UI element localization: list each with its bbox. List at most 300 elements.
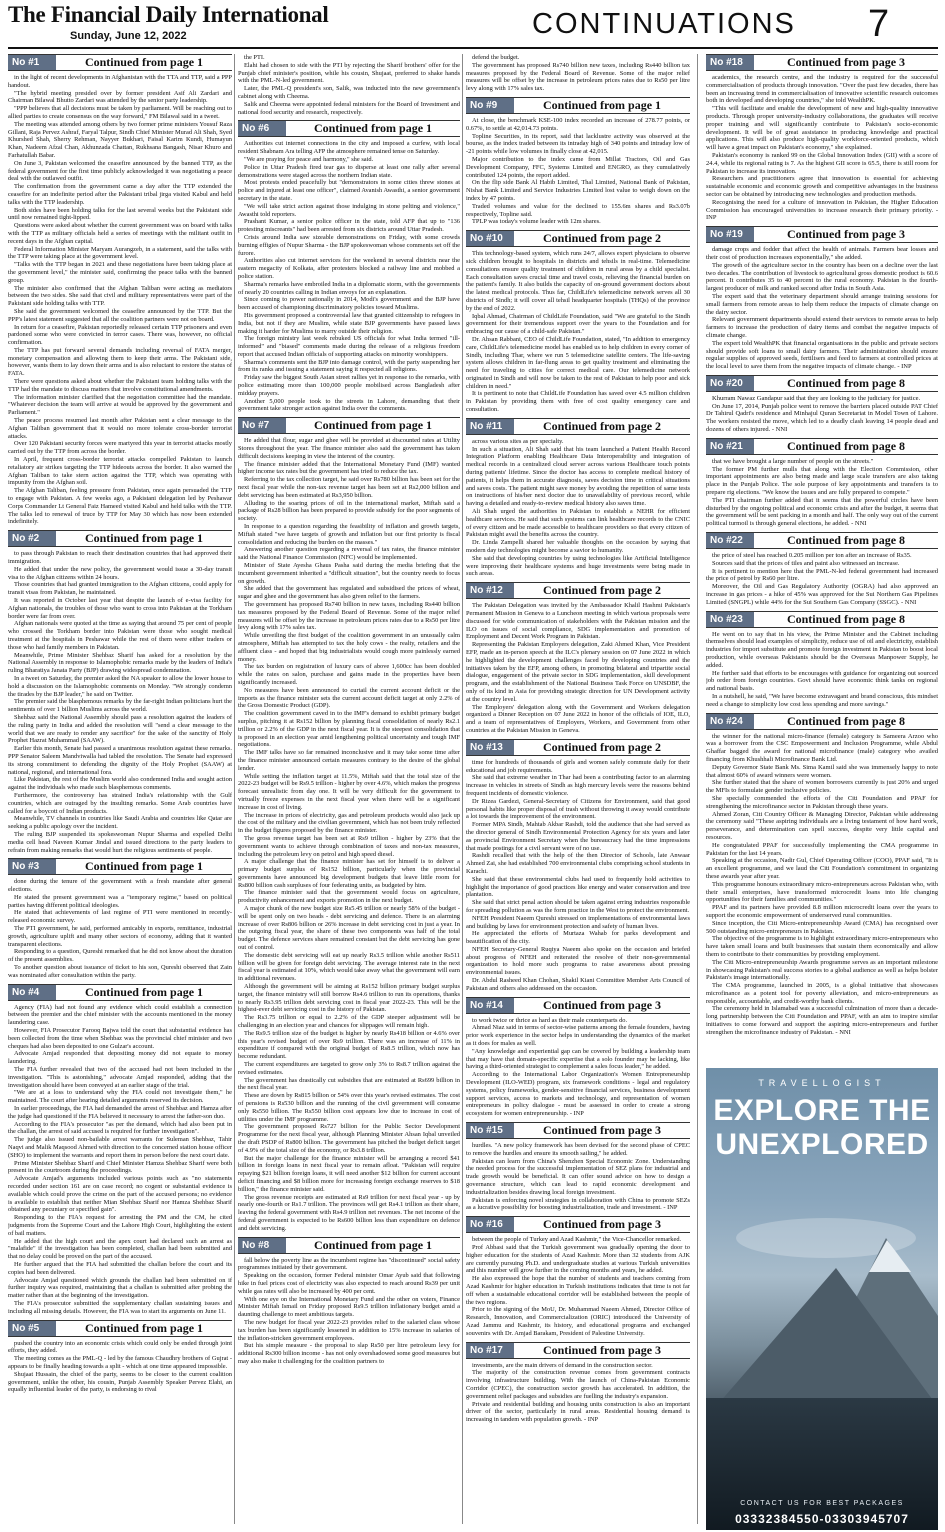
- article-paragraph: "Talks with the TTP began in 2021 and these negotiations have been taking place at the government level," the minister said, confirming the peace talks with the banned group.: [8, 261, 232, 284]
- article-paragraph: Ahmad Niaz said in terms of sector-wise patterns among the female founders, having prior work experience in the sector helps in understanding the dynamics of the market as it does for males as well.: [466, 1024, 690, 1048]
- article-paragraph: Representing the Pakistan Employers delegation, Zaki Ahmed Khan, Vice President EFP, made an in-person speech at the ILC's plenary session on 07 June 2022 in which he highlighted the development challenges faced by developing countries and the initiatives taken by the EFP, among others, in promoting bilateral and tripartite social dialogue, engagement of the private sector in SDG implementation, skill development program, and the establishment of the National Business Task Force on UNSDBF, the only of its kind in Asia for providing strategic direction for UN Development activity at the country level.: [466, 641, 690, 703]
- article-number: No #24: [706, 714, 754, 729]
- article: [8, 54, 232, 526]
- article-paragraph: Elahi had chosen to side with the PTI by rejecting the Sharif brothers' offer for the Punjab chief minister's position, while his cousin, Shujaat, preferred to shake hands with the PML-N-led government.: [238, 61, 460, 85]
- article-paragraph: TPLP was today's volume leader with 12m shares.: [472, 218, 601, 226]
- article-paragraph: Dr. Ahsan Rabbani, CEO of ChildLife Foundation, stated, "In addition to emergency care, ChildLife's telemedicine model has enabled us to help children in every corner of Sindh, including Thar, where we run 5 telemedicine satellite centers. The life-saving system allows children in far-flung areas to get quality treatment and eliminating the need for traveling to cities for correct medical care. Our telemedicine network originated in Sindh and will now be taken to the rest of Pakistan to help poor and sick children in need.": [466, 335, 690, 390]
- article-paragraph: The Afghan Taliban, feeling pressure from Pakistan, once again persuaded the TTP to engage with Pakistan. A few weeks ago, a Pakistani delegation led by Peshawar Corps Commander Lt General Faiz Hameed visited Kabul and held talks with the TTP. The talks led to renewal of truce by TTP for May 30 which has now been extended indefinitely.: [8, 487, 232, 526]
- article: [466, 582, 690, 735]
- article: [466, 739, 690, 993]
- column-4: [706, 54, 938, 1054]
- article-paragraph: The CMA programme, launched in 2005, is a global initiative that showcases microfinance as a potent tool for poverty alleviation, and micro-entrepreneurs as responsible, accountable, and credit-worthy bank clients.: [706, 982, 938, 1005]
- article-body: [8, 550, 232, 854]
- article-paragraph: investments, are the main drivers of demand in the construction sector.: [472, 1361, 653, 1369]
- article-body: [706, 552, 938, 607]
- article-body: [466, 54, 690, 93]
- article-title: Continued from page 2: [542, 418, 662, 433]
- article-number: No #16: [466, 1217, 514, 1232]
- article-header: [466, 1122, 690, 1139]
- masthead: [0, 0, 945, 50]
- column-divider: [697, 54, 698, 1524]
- article-paragraph: He appreciated the efforts of Murtaza Wahab for parks development and beautification of the city.: [466, 930, 690, 946]
- article-body: [8, 1004, 232, 1316]
- article-body: [466, 1142, 690, 1212]
- article-paragraph: Shehbaz said the National Assembly should pass a resolution against the leaders of the ruling party in India and added the resolution will "send a clear message to the world that we are ready to render any sacrifice" for the sake of the sanctity of Holy Prophet Hazrat Muhammad (SAAW).: [8, 713, 232, 745]
- article-paragraph: Speaking on the occasion, former Federal minister Omar Ayub said that following hike in fuel prices cost of electricity was also expected to reach around Rs39 per unit while gas rates will also be increased by 400 per cent.: [238, 1272, 460, 1295]
- article-paragraph: pushed the country into an economic crisis which could only be ended through joint efforts, they added.: [8, 1339, 232, 1355]
- article-paragraph: He added that flour, sugar and ghee will be provided at discounted rates at Utility Stores throughout the year. The finance minister also said the government has taken difficult decisions keeping in view the interest of the country.: [238, 437, 460, 460]
- article-header: [8, 1320, 232, 1337]
- newspaper-title: The Financial Daily International: [8, 2, 329, 27]
- ad-contact-text: CONTACT US FOR BEST PACKAGES: [740, 1500, 904, 1507]
- article-paragraph: The Pakistan Delegation was invited by the Ambassador Khalil Hashmi Pakistan's Permanent Mission in Geneva to a Luncheon meeting in which various proposals were discussed for wide communication of stakeholders with the Pakistan mission and the ILO on issues of social compliance, SDG implementation and promotion of Employment and Decent Work Program in Pakistan.: [466, 602, 690, 641]
- article-paragraph: But the major challenge for the finance minister will be arranging a record $41 billion in foreign loans in next fiscal year to remain afloat. "Pakistan will require repaying $21 billion foreign loans, it will need another $12 billion for current account deficit financing and $8 billion more for increasing foreign exchange reserves to $18 billion," the finance minister said.: [238, 1154, 460, 1193]
- travel-advert[interactable]: [706, 1068, 938, 1530]
- article-header: [8, 54, 232, 71]
- article-paragraph: to work twice or thrice as hard as their male counterparts do.: [472, 1016, 628, 1024]
- article-paragraph: The growth of the agriculture sector in the country has been on a decline over the last two decades. The contribution of livestock to agricultural gross domestic product is 60.6 percent. It contributes 35 to 40 percent to the rural economy. Pakistan is the fourth-largest producer of milk and ranked second after India in South Asia.: [706, 261, 938, 293]
- article-paragraph: Answering another question regarding a reversal of tax rates, the finance minister said the National Finance Commission (NFC) would be implemented.: [238, 546, 460, 562]
- article-paragraph: Private and residential building and housing units construction is also an important driver of the sector, particularly in rural areas. Residential housing demand is increasing in tandem with population growth. - INP: [466, 1400, 690, 1424]
- article-paragraph: "The hybrid meeting presided over by former president Asif Ali Zardari and Chairman Bilawal Bhutto Zardari was attended by the senior party leadership.: [8, 89, 232, 105]
- article-body: [238, 54, 460, 116]
- article-number: No #12: [466, 583, 514, 598]
- article-paragraph: Recognising the need for a culture of innovation in Pakistan, the Higher Education Commission has encouraged universities to increase research their primary priority. - INP: [706, 198, 938, 222]
- article-number: No #11: [466, 419, 514, 434]
- article-paragraph: The information minister clarified that the negotiation committee had the mandate. "Whatever decision the team will arrive at would be approved by the government and Parliament.": [8, 393, 232, 417]
- article-body: [238, 140, 460, 413]
- article-paragraph: The PTI government, he said, performed amicably in exports, remittance, industrial growth, agriculture uplift and many other sectors of economy, adding that it wanted transparent elections.: [8, 925, 232, 948]
- article-paragraph: She said that strict penal action should be taken against erring industries responsible for spreading pollution as was the form practice in the West to protect the environment.: [466, 899, 690, 914]
- article-number: No #21: [706, 439, 754, 454]
- article-paragraph: The government has drastically cut subsidies that are estimated at Rs699 billion in the next fiscal year.: [238, 1076, 460, 1092]
- ad-headline-line: EXPLORE THE: [713, 1094, 931, 1127]
- article-paragraph: The meeting was attended among others by two former prime ministers Yousuf Raza Gillani, Raja Pervez Ashraf, Faryal Talpur, Sindh Chief Minister Murad Ali Shah, Syed Khurshed Shah, Sherry Rehman, Nayyer Bukhari, Faisal Karim Kundi, Humayun Khan, Nadeem Afzal Chan, Akhunzada Chattan, Rukhsana Bangash, Nisar Khuro and Farhatullah Babar.: [8, 120, 232, 159]
- article-paragraph: The Rs9.5 trillion size of the budget is higher by nearly Rs418 billion or 4.6% over this year's revised budget of over Rs9 trillion. There was an increase of 11% in expenditure if compared with the original budget of Rs8.5 trillion, which now has become redundant.: [238, 1029, 460, 1061]
- article-paragraph: "PPP believes that all decisions must be taken by parliament. Will be reaching out to allied parties to create consensus on the way forward," FM Bilawal said in a tweet.: [8, 105, 232, 120]
- article-paragraph: "We will take strict action against those indulging in stone pelting and violence," Awasthi told reporters.: [238, 202, 460, 218]
- article-number: No #15: [466, 1123, 514, 1138]
- article-paragraph: To another question about issuance of ticket to his son, Qureshi observed that Zain was nominated after consultation within the party.: [8, 964, 232, 979]
- article-title: Continued from page 1: [84, 984, 204, 999]
- article-header: [238, 120, 460, 137]
- article-paragraph: hurdles. "A new policy framework has been devised for the second phase of CPEC to remove the hurdles and ensure its smooth sailing," he added.: [466, 1142, 690, 1157]
- article-title: Continued from page 1: [84, 55, 204, 69]
- article-paragraph: Iqbal Ahmad, Chairman of ChildLife Foundation, said "We are grateful to the Sindh government for their tremendous support over the years to the Foundation and for embracing our cause of a child-safe Pakistan.": [466, 312, 690, 336]
- article-paragraph: Ali Shah urged the authorities in Pakistan to establish a NEHR for efficient healthcare services. He said that such systems can link healthcare records to the CNIC of every citizen and be made accessible to healthcare providers so that every citizen of Pakistan might avail the benefits across the country.: [466, 508, 690, 539]
- article-paragraph: Prior to the signing of the MoU, Dr. Muhammad Naeem Ahmed, Director Office of Research, Innovation, and Commercialization (ORIC) introduced the University of Azad Jammu and Kashmir, its history, and educational programs and exchanged souvenirs with Dr. Amjad Barakam, President of Palestine University.: [466, 1306, 690, 1337]
- article-paragraph: The new budget for fiscal year 2022-23 provides relief to the salaried class whose tax burden has been significantly lessened in addition to 15% increase in salaries of the inflation-stricken government employees.: [238, 1318, 460, 1342]
- article-paragraph: She said that these environmental clubs had used to frequently hold activities to highlight the importance of good practices like energy and water conservation and tree plantation.: [466, 875, 690, 899]
- article-paragraph: She said that developing countries by using technologies like Artificial Intelligence were improving their healthcare systems and huge investments were being made in such areas.: [466, 554, 690, 578]
- column-2: [238, 54, 460, 1530]
- article-header: [466, 582, 690, 599]
- article: [8, 1320, 232, 1395]
- article-number: No #13: [466, 740, 514, 755]
- article-body: [466, 438, 690, 578]
- article-paragraph: Deputy Governor State Bank Ms. Sima Kamil said she was immensely happy to note that almost 60% of award winners were women.: [706, 763, 938, 779]
- article-paragraph: On June 17, 2014, Punjab police went to remove the barriers placed outside PAT Chief Dr Tahirul Qadri's residence and Minhajul Quran Secretariat in Model Town of Lahore. The workers resisted the move, which led to a deadly clash leaving 14 people dead and dozens of others injured. - NNI: [706, 402, 938, 434]
- article-paragraph: The increase in prices of electricity, gas and petroleum products would also jack up the cost of the military and the civilian government, which has not been truly reflected in the budget figures proposed by the finance minister.: [238, 811, 460, 835]
- article-header: [466, 97, 690, 114]
- article-title: Continued from page 8: [786, 375, 906, 390]
- article-paragraph: Dr. Linda Zampelli shared her valuable thoughts on the occasion by saying that modern day technologies might become a savior to humanity.: [466, 539, 690, 555]
- article-paragraph: He congratulated PPAF for successfully implementing the CMA programme in Pakistan for the last 14 years.: [706, 841, 938, 857]
- article-paragraph: In return for a ceasefire, Pakistan reportedly released certain TTP prisoners and even pardoned some who were convicted in terror cases. There was, however, no official confirmation.: [8, 323, 232, 347]
- article-paragraph: She said that extreme weather in Thar had been a contributing factor to an alarming increase in vehicles in streets of Sindh as high mercury levels were the reasons behind frequent incidents of domestic violence.: [466, 774, 690, 797]
- article-paragraph: Sources said that the prices of tiles and paint also witnessed an increase.: [712, 559, 900, 567]
- article-paragraph: While setting the inflation target at 11.5%, Miftah said that the total size of the 2022-23 budget will be Rs9.5 trillion - higher by over 4.6%, which makes the progress forecast unrealistic from day one. It will be very difficult for the government to virtually freeze expenses in the next fiscal year when there will be a significant increase in cost of living.: [238, 772, 460, 811]
- article-paragraph: damage crops and fodder that affect the health of animals. Farmers bear losses and their cost of production increases exponentially," she added.: [706, 246, 938, 261]
- ad-phone-numbers[interactable]: 03332384550-03303945707: [735, 1512, 909, 1526]
- article-header: [466, 418, 690, 435]
- article-header: [466, 1216, 690, 1233]
- article: [466, 1122, 690, 1212]
- article-number: No #18: [706, 55, 754, 70]
- article-paragraph: The finance minister added that the International Monetary Fund (IMF) wanted higher income tax rates but the government has tried to reduce the tax.: [238, 460, 460, 476]
- article: [706, 226, 938, 371]
- masthead-rule: [8, 47, 938, 49]
- article-paragraph: Authorities cut internet connections in the city and imposed a curfew, with local resident Shabnam Ara telling AFP the atmosphere remained tense on Saturday.: [238, 140, 460, 156]
- article-paragraph: The current expenditures are targeted to grow only 3% to Rs8.7 trillion against the revised estimates.: [238, 1061, 460, 1076]
- article-header: [706, 54, 938, 71]
- article-paragraph: The government has proposed Rs740 billion new taxes, including Rs440 billion tax measures proposed by the Federal Board of Revenue. Some of the major relief measures will be offset by the increase in petroleum prices rates due to Rs50 per litre levy along with 17% sales tax.: [466, 61, 690, 93]
- article-header: [8, 984, 232, 1001]
- article-paragraph: Former MPA Sindh, Mahtab Akbar Rashdi, told the audience that she had served as the director general of Sindh Environmental Protection Agency for six years and later as provincial Environment Secretary when the bureaucracy had the time impressions that made postings for a civil servant were of no use.: [466, 821, 690, 852]
- article-header: [238, 1237, 460, 1254]
- article-paragraph: He further said that efforts to be encourages with guidance for organizing out sourced job order from foreign countries. Govt should have economic think tanks on regional and national basis.: [706, 669, 938, 693]
- article-paragraph: fall below the poverty line as the incumbent regime has "discontinued" social safety programmes initiated by their government.: [238, 1256, 460, 1272]
- article-number: No #17: [466, 1343, 514, 1358]
- article-body: [466, 1017, 690, 1118]
- article-paragraph: "This will facilitate and enable the development of new and high-quality innovative products. Through proper university-industry collaborations, the graduates will receive proper training and will significantly contribute to Pakistan's socio-economic development. It will be of great assistance in producing knowledge and practical applications. This will also produce high-quality workforce-oriented products, which will have a great impact on Pakistan's economy," she explained.: [706, 105, 938, 152]
- article-paragraph: time for hundreds of thousands of girls and women safely commute daily for their educational and job requirements.: [466, 758, 690, 774]
- article-paragraph: the PTI.: [244, 54, 265, 61]
- article-paragraph: Sharma's comments sent the BJP into damage control, with the party suspending her from its ranks and issuing a statement saying it respected all religions.: [238, 358, 460, 374]
- article-header: [466, 230, 690, 247]
- article: [238, 54, 460, 116]
- article-paragraph: Responding to a question, Qureshi remarked that he did not know about the duration of the present assemblies.: [8, 948, 232, 964]
- article-paragraph: Police in Uttar Pradesh fired tear gas to disperse at least one rally after several demonstrations were staged across the northern Indian state.: [238, 163, 460, 179]
- article-paragraph: The minister also confirmed that the Afghan Taliban were acting as mediators between the two sides. She said that civil and military representatives were part of the Pakistani side holding talks with TTP.: [8, 284, 232, 308]
- article-paragraph: He went on to say that in his view, the Prime Minister and the Cabinet including themselves should lead examples of simplicity, reduce use of oil and electricity, establish industries for import substitute and promote foreign investment in Pakistan to boost local production, while overseas Pakistanis should be the Overseas Manpower Supply, he added.: [706, 630, 938, 669]
- article: [238, 1237, 460, 1366]
- article-paragraph: NFEH President Naeem Qureshi stressed on implementations of environmental laws and building by laws for environment protection and safety of human lives.: [466, 914, 690, 930]
- article-number: No #9: [466, 98, 514, 113]
- article-title: Continued from page 3: [542, 1123, 662, 1138]
- article: [466, 1216, 690, 1337]
- article-header: [706, 532, 938, 549]
- article-paragraph: that we have brought a large number of people on the streets.": [712, 457, 874, 465]
- article-paragraph: Afghan nationals were quoted at the time as saying that around 75 per cent of people who crossed the Torkham border into Pakistan were those who sought medical treatment at the hospitals in Peshawar while the rest of them were either traders or those who had family members in Pakistan.: [8, 620, 232, 651]
- article-header: [238, 417, 460, 434]
- article-paragraph: across various sites as per specialty.: [472, 437, 564, 445]
- article-paragraph: Researchers and practitioners agree that innovation is essential for achieving sustainable economic and economic growth and competitive advantages in the business sector can be obtained by introducing new technologies and production methods.: [706, 175, 938, 198]
- article-paragraph: Prof Abbasi said that the Turkish government was gradually opening the door to higher education for the students of Azad Kashmir. More than 32 students from AJK are currently pursuing Ph.D. and undergraduate studies at various Turkish universities and this number will grow further in the coming months and years, he added.: [466, 1244, 690, 1275]
- article-number: No #19: [706, 227, 754, 242]
- article-paragraph: Agency (FIA) had not found any evidence which could establish a connection between the premier and the chief minister with the accounts mentioned in the money laundering case.: [8, 1003, 232, 1027]
- article-header: [706, 375, 938, 392]
- article-paragraph: He further argued that the FIA had submitted the challan before the court and its copies had been delivered.: [8, 1260, 232, 1276]
- article-header: [8, 858, 232, 875]
- article: [238, 120, 460, 413]
- article-paragraph: The foreign ministry last week rebuked US officials for what India termed "ill-informed" and "biased" comments made during the release of a religious freedom report that accused Indian officials of supporting attacks on minority worshippers.: [238, 335, 460, 358]
- article: [706, 438, 938, 528]
- article-paragraph: between the people of Turkey and Azad Kashmir," the Vice-Chancellor remarked.: [472, 1236, 682, 1244]
- article-paragraph: The gross revenue receipts are estimated at Rs9 trillion for next fiscal year - up by nearly one-fourth or Rs1.7 trillion. The provinces will get Rs4.1 trillion as their share, leaving the federal government with Rs4.9 trillion net revenues. The net income of the federal government is expected to be Rs600 billion less than expenditure on defence and debt servicing.: [238, 1193, 460, 1232]
- article-paragraph: Advocate Amjad questioned which grounds the challan had been submitted on if further inquiry was required, maintaining that a challan is submitted after probing the matter rather than at the beginning of the investigation.: [8, 1276, 232, 1300]
- article-paragraph: Referring to the tax collection target, he said over Rs780 billion has been set for the next fiscal year while the non-tax revenue target has been set at Rs2,000 billion and debt servicing has been estimated at Rs3,950 billion.: [238, 476, 460, 499]
- article-paragraph: Prime Minister Shehbaz Sharif and Chief Minister Hamza Shehbaz Sharif were both present in the courtroom during the proceedings.: [8, 1159, 232, 1175]
- column-3: [466, 54, 690, 1530]
- article-body: [706, 246, 938, 371]
- article-paragraph: The IMF talks have so far remained inconclusive and it may take some time after the finance minister announced certain measures contrary to the desire of the global lender.: [238, 749, 460, 772]
- masthead-left: [8, 2, 368, 46]
- article: [8, 984, 232, 1316]
- article-paragraph: Meanwhile, TV channels in countries like Saudi Arabia and countries like Qatar are seeking a public apology over the incident.: [8, 815, 232, 831]
- column-divider: [462, 54, 463, 1524]
- article-paragraph: Both sides have been holding talks for the last several weeks but the Pakistani side until now remained tight-lipped.: [8, 206, 232, 222]
- article-paragraph: Rashdi recalled that with the help of the then Director of Schools, late Anwaar Ahmed Zai, she had established 700 environmental clubs comprising school students in Karachi.: [466, 852, 690, 875]
- article-body: [706, 733, 938, 1037]
- article-paragraph: Federal Information Minister Maryam Aurangzeb, in a statement, said the talks with the TTP were taking place at the government level.: [8, 245, 232, 261]
- article-paragraph: While unveiling the first budget of the coalition government in an unusually calm atmosphere, Miftah has attempted to tax the holy cows - the realty, retailers and the affluent class - and hoped that big industrialists would cough more painlessly earned money.: [238, 632, 460, 663]
- article-paragraph: He stated that achievements of last regime of PTI were mentioned in recently-released economic survey.: [8, 909, 232, 925]
- article-paragraph: These are down by Rs815 billion or 54% over this year's revised estimates. The cost of pensions is Rs530 billion and the running of the civil government will consume only Rs550 billion. The Rs550 billion cost appears low due to increase in cost of utilities under the IMF programme.: [238, 1092, 460, 1123]
- article-body: [238, 1257, 460, 1366]
- article-paragraph: in the light of recent developments in Afghanistan with the TTA and TTP, said a PPP handout.: [8, 74, 232, 89]
- article-title: Continued from page 2: [542, 739, 662, 754]
- article-paragraph: The Rs3.75 trillion or equal to 2.2% of the GDP steeper adjustment will be challenging in an election year and chances for slippages will remain high.: [238, 1014, 460, 1030]
- article-paragraph: Those countries that had granted immigration to the Afghan citizens, could apply for transit visas from Pakistan, he maintained.: [8, 581, 232, 597]
- article-paragraph: Advocate Amjad's arguments included various points such as "no statements recorded under section 161 are on case record; no cogent or substantial evidence is available which could prove the crime on the part of the accused persons; no evidence is available to establish that neither Mian Shehbaz Sharif nor Hamza Shehbaz Sharif obtained any pecuniary or specified gain".: [8, 1175, 232, 1214]
- article-body: [466, 1236, 690, 1337]
- article-paragraph: The TTP has put forward several demands including reversal of FATA merger, monetary compensation and allowing them to keep their arms. The Pakistani side, however, wants them to lay down their arms and is also reluctant to restore the status of FATA.: [8, 346, 232, 378]
- article-header: [8, 530, 232, 547]
- article-paragraph: With one eye on the International Monetary Fund and the other on voters, Finance Minister Miftah Ismail on Friday proposed Rs9.5 trillion inflationary budget amid a daunting challenge to meet ambitious targets.: [238, 1295, 460, 1319]
- article-paragraph: The coalition government caved in to the IMF's demand to exhibit primary budget surplus, pitching it at Rs152 billion by planning fiscal consolidation of nearly Rs2.1 trillion or 2.2% of the GDP in the next fiscal year. It is the steepest consolidation that is proposed in an election year amid lengthening political uncertainty and tough IMF negotiations.: [238, 710, 460, 749]
- article-body: [706, 395, 938, 434]
- article-paragraph: NFEH Secretary-General Ruqiya Naeem also spoke on the occasion and briefed about progress of NFEH and reiterated the resolve of their non-governmental organization to hold more such programs to raise awareness about pressing environmental issues.: [466, 945, 690, 977]
- article-body: [466, 759, 690, 993]
- article-paragraph: to pass through Pakistan to reach their destination countries that had approved their immigration.: [8, 550, 232, 566]
- article-title: Continued from page 1: [84, 1320, 204, 1335]
- article-title: Continued from page 3: [786, 55, 906, 69]
- article-paragraph: The finance minister said that the government would focus on agriculture, productivity enhancement and exports promotion in the next budget.: [238, 889, 460, 905]
- article-paragraph: Since inception, the Citi Micro-entrepreneurship Award (CMA) has recognised over 500 outstanding micro-entrepreneurs in Pakistan.: [706, 919, 938, 935]
- article-paragraph: Moreover, the Oil and Gas Regulatory Authority (OGRA) had also approved an increase in gas prices - a hike of 45% was approved for the Sui Northern Gas Pipelines Limited (SNGPL) while 44% for the Sui Southern Gas Company (SSGC). - NNI: [706, 583, 938, 606]
- article-paragraph: The peace process resumed last month after Pakistan sent a clear message to the Afghan Taliban government that it would no more tolerate cross-border terrorist attacks.: [8, 417, 232, 440]
- article-paragraph: Relevant government departments should extend their services to remote areas to help farmers to increase the production of dairy items and combat the negative impacts of climate change.: [706, 316, 938, 339]
- article-number: No #22: [706, 533, 754, 548]
- article-paragraph: The former PM further mulls that along with the Election Commission, other important appointments are also being made and large scale transfers are also taking place in the Punjab Police. The sole purpose of key appointments and transfers is to prepare rig elections. "We know the issues and are fully prepared to compete.": [706, 465, 938, 497]
- article: [8, 530, 232, 854]
- article-paragraph: PPAF and its partners have provided 8.8 million microcredit loans over the years to support the economic empowerment of underserved rural communities.: [706, 904, 938, 919]
- article-title: Continued from page 8: [786, 611, 906, 626]
- article-paragraph: The confirmation from the government came a day after the TTP extended the ceasefire for an indefinite period after the Pakistani tribal jirga visited Kabul and held talks with the TTP leadership.: [8, 183, 232, 206]
- article-paragraph: Pakistan's economy is ranked 99 on the Global Innovation Index (GII) with a score of 24.4, while its regional rating is 7. As the highest GII score is 65.5, there is still room for Pakistan to increase its innovation.: [706, 151, 938, 175]
- ad-mountain: [706, 1268, 938, 1418]
- article-paragraph: In earlier proceedings, the FIA had demanded the arrest of Shehbaz and Hamza after the judge had questioned if the FIA believed it necessary to arrest the father-son duo.: [8, 1105, 232, 1120]
- article-paragraph: The objective of the programme is to highlight extraordinary micro-entrepreneurs who have taken small loans and built businesses that sustain them economically and allow them to contribute to their communities by providing employment.: [706, 935, 938, 958]
- article-body: [8, 878, 232, 979]
- article-title: Continued from page 3: [542, 1342, 662, 1357]
- article-paragraph: She said the government welcomed the ceasefire announced by the TTP. But the PPP's latest statement suggested that all the coalition partners were not on board.: [8, 307, 232, 323]
- article-paragraph: Minister of State Ayesha Ghaus Pasha said during the media briefing that the incumbent government inherited a "difficult situation", but the country needs to focus on growth.: [238, 562, 460, 585]
- article-title: Continued from page 8: [786, 438, 906, 453]
- article-body: [466, 1362, 690, 1424]
- article-paragraph: Meanwhile, Prime Minister Shehbaz Sharif has asked for a resolution by the National Assembly in response to Islamophobic remarks made by the leaders of India's ruling Bharatiya Janata Party (BJP) drawing widespread condemnation.: [8, 651, 232, 675]
- article-paragraph: The gross revenue target has been set at Rs9 trillion - higher by 23% that the government wants to achieve through combination of taxes and non-tax measures, including the petroleum levy on petrol and high speed diesel.: [238, 834, 460, 858]
- article-paragraph: The meeting comes as the PML-Q - led by the famous Chaudhry brothers of Gujrat - appears to be finally heading towards a split - which at one time appeared impossible.: [8, 1355, 232, 1370]
- article-paragraph: He added that under the new policy, the government would issue a 30-day transit visa to the Afghan citizens within 24 hours.: [8, 565, 232, 581]
- article-paragraph: Another 5,000 people took to the streets in Lahore, demanding that their government take stronger action against India over the comments.: [238, 397, 460, 413]
- article-paragraph: There were questions asked about whether the Pakistani team holding talks with the TTP had the mandate to discuss matters that involve constitutional amendments.: [8, 378, 232, 393]
- article-number: No #8: [238, 1238, 286, 1253]
- article-paragraph: In April, frequent cross-border terrorist attacks compelled Pakistan to launch retaliatory air strikes targeting the TTP hideouts across the border. It also warned the Afghan Taliban to take stern action against the TTP, which was operating with impunity from the Afghan soil.: [8, 456, 232, 487]
- article-paragraph: Crisis around India saw sizeable demonstrations on Friday, with some crowds burning effigies of Nupur Sharma - the BJP spokeswoman whose comments set off the furore.: [238, 233, 460, 257]
- article: [466, 54, 690, 93]
- article-paragraph: On the flip side Bank Al Habib Limited, Thal Limited, National Bank of Pakistan, Nishat Bank Limited and Service Industries Limited lost value to weigh down on the index by 47 points.: [466, 179, 690, 202]
- article-paragraph: It is pertinent to mention here that the PML-N-led federal government had increased the price of petrol by Rs60 per litre.: [706, 567, 938, 583]
- page-number: 7: [868, 3, 890, 45]
- article-paragraph: Prashant Kumar, a senior police officer in the state, told AFP that up to "136 protesting miscreants" had been arrested from six districts around Uttar Pradesh.: [238, 218, 460, 234]
- article-title: Continued from page 3: [542, 997, 662, 1012]
- article-title: Continued from page 1: [313, 1237, 433, 1252]
- article-number: No #6: [238, 121, 286, 136]
- article-header: [466, 739, 690, 756]
- article-paragraph: Earlier this month, Senate had passed a unanimous resolution against these remarks. PPP Senator Saleem Mandviwalla had tabled the resolution. The Senate had expressed its strong commitment to defending the dignity of the Holy Prophet (SAAW) at national, regional, and international fora.: [8, 745, 232, 776]
- article-paragraph: The government proposed Rs727 billion for the Public Sector Development Programme for the next fiscal year, although Planning Minister Ahsan Iqbal unveiled the draft PSDP of Rs800 billion. The government has pitched the budget deficit target of 4.9% of the total size of the economy, or Rs3.8 trillion.: [238, 1123, 460, 1154]
- article-paragraph: The FIA further revealed that two of the accused had not been included in the investigation. "This is astonishing," advocate Amjad responded, adding that the investigation should have been conveyed at an earlier stage of the trial.: [8, 1066, 232, 1089]
- article: [706, 611, 938, 709]
- article-paragraph: "Any knowledge and experiential gap can be covered by building a leadership team that may have that domain-specific expertise that a solo founder may be lacking, like having a third-oriented strategist to complement a sales focus leader," he added.: [466, 1047, 690, 1071]
- article-paragraph: The Citi Micro-entrepreneurship Awards programme serves as an important milestone in showcasing Pakistan's real success stories to a global audience as well as helps bolster Pakistan's image internationally.: [706, 958, 938, 982]
- article-paragraph: The ruling BJP suspended its spokeswoman Nupur Sharma and expelled Delhi media cell head Naveen Kumar Jindal and issued directions to the party leaders to refrain from making remarks that would hurt the religious sentiments of people.: [8, 830, 232, 854]
- article: [466, 997, 690, 1118]
- article-paragraph: In response to a question regarding the feasibility of inflation and growth targets, Miftah stated "we have targets of growth and inflation but our first priority is fiscal consolidation and reducing the burden on the masses.": [238, 523, 460, 546]
- article-number: No #2: [8, 531, 56, 546]
- article-paragraph: No measures have been announced to curtail the current account deficit or the imports as the finance minister sets the current account deficit target at only 2.2% of the Gross Domestic Product (GDP).: [238, 686, 460, 710]
- article-paragraph: Ahmed Zoran, Citi Country Officer & Managing Director, Pakistan while addressing the ceremony said "These aspiring individuals are a living testament of how hard work, perseverance, and determination can spell success, despite very little capital and resources.: [706, 810, 938, 841]
- article-paragraph: Responding to the FIA's request for arresting the PM and the CM, he cited judgments from the Supreme Court and the Lahore High Court, highlighting the extent of bail matters.: [8, 1214, 232, 1237]
- article-paragraph: Traded volumes and value for the declined to 155.6m shares and Rs3.07b respectively, Topline said.: [466, 202, 690, 218]
- article-header: [706, 438, 938, 455]
- article: [466, 418, 690, 578]
- article-number: No #14: [466, 998, 514, 1013]
- article-paragraph: Major contribution to the index came from Millat Tractors, Oil and Gas Development Company, FFC, Systems Limited and ENGRO, as they cumulatively contributed 124 points, the report added.: [466, 155, 690, 179]
- article-paragraph: The expert told WealthPK that financial organisations in the public and private sectors should provide soft loans to small dairy farmers. Their administration should ensure regular supplies of approved seeds, fertilisers and feed to farmers at controlled prices at the local level to save them from the negative impacts of climate change. - INP: [706, 339, 938, 371]
- article-paragraph: defend the budget.: [472, 54, 520, 61]
- article-body: [238, 437, 460, 1232]
- article-body: [466, 250, 690, 414]
- article-paragraph: A major chunk of the new budget size Rs5.45 trillion or nearly 58% of the budget - will be spent only on two heads - debt servicing and defence. There is an alarming increase of over Rs806 billion or 26% increase in debt servicing cost in just a year. In the outgoing fiscal year, the share of these two components was half of the total budget. The defence services share remained constant but the debt servicing has gone out of control.: [238, 905, 460, 952]
- ad-brand: TRAVELLOGIST: [758, 1078, 886, 1088]
- article-title: Continued from page 2: [542, 231, 662, 246]
- article-paragraph: However, FIA Prosecutor Farooq Bajwa told the court that substantial evidence has been collected from the time when Shehbaz was the provincial chief minister and two cheques had also been deposited to one Gulzar's account.: [8, 1027, 232, 1050]
- article-header: [706, 611, 938, 628]
- article-paragraph: Topline Securities, in its report, said that lacklustre activity was observed at the bourse, as the index traded between its intraday high of 340 points and intraday low of -21 points while low volumes in finally close at 42,015.: [466, 132, 690, 156]
- article: [706, 54, 938, 222]
- article-paragraph: She added that the government has regulated and subsidised the prices of wheat, sugar and ghee and the government has also given relief to the farmers.: [238, 585, 460, 601]
- article-paragraph: The government has proposed Rs740 billion in new taxes, including Rs440 billion tax measures proposed by the Federal Board of Revenue. Some of the major relief measures will be offset by the increase in petroleum prices rates due to a Rs50 per litre levy along with 17% sales tax.: [238, 601, 460, 632]
- article-paragraph: Furthermore, the controversy has strained India's relationship with the Gulf countries, which are outraged by the insulting remarks. Some Arab countries have called for a boycott of Indian products.: [8, 791, 232, 815]
- article-paragraph: The FIA's prosecutor submitted the supplementary challan sustaining issues and including all missing details. However, the FIA was to start its arguments on June 11.: [8, 1299, 232, 1315]
- article-paragraph: Most protests ended peacefully but "demonstrators in some cities threw stones at police and injured at least one officer", claimed Avanish Awasthi, a senior government secretary in the state.: [238, 179, 460, 202]
- article-title: Continued from page 3: [786, 227, 906, 242]
- article-paragraph: At close, the benchmark KSE-100 index recorded an increase of 278.77 points, or 0.67%, to settle at 42,014.73 points.: [466, 116, 690, 132]
- article-paragraph: This technology-based system, which runs 24/7, allows expert physicians to observe sick children brought to hospitals in districts and tehsils in real-time. Telemedicine consultations ensure quality treatment of children in rural areas by a child specialist. Each consultation saves crucial time and travel costs, relieving the financial burden on the patient's family. It also builds the capacity of on-ground government doctors about the latest medical protocols. Thus far, ChildLife's telemedicine network serves all 30 districts of Sindh; it will cover all tehsil headquarter hospitals (THQs) of the province by the end of 2022.: [466, 250, 690, 312]
- article-paragraph: Later, the PML-Q president's son, Salik, was inducted into the new government's cabinet along with Cheema.: [238, 85, 460, 100]
- article-body: [8, 74, 232, 526]
- article-body: [706, 74, 938, 222]
- article-paragraph: The domestic debt servicing will eat up nearly Rs3.5 trillion while another Rs511 billion will be given for foreign debt servicing. The average interest rate in the next fiscal year is estimated at 10%, which would take away what the government will earn in additional revenues.: [238, 951, 460, 983]
- article-paragraph: Salik and Cheema were appointed federal ministers for the Board of Investment and national food security and research, respectively.: [238, 100, 460, 116]
- article-title: Continued from page 1: [542, 97, 662, 112]
- article-title: Continued from page 1: [84, 531, 204, 546]
- article-body: [706, 631, 938, 709]
- article-paragraph: Since coming to power nationally in 2014, Modi's government and the BJP have been accused of championing discriminatory policies toward Muslims.: [238, 296, 460, 312]
- article-number: No #3: [8, 859, 56, 874]
- column-1: [8, 54, 232, 1530]
- ad-lake: [706, 1398, 938, 1530]
- article-title: Continued from page 8: [786, 713, 906, 728]
- article-number: No #20: [706, 376, 754, 391]
- article-title: Continued from page 1: [313, 418, 433, 433]
- article-body: [466, 602, 690, 735]
- article-paragraph: Khurram Nawaz Gandapur said that they are looking to the judiciary for justice.: [712, 394, 921, 402]
- article: [466, 1342, 690, 1424]
- article: [8, 858, 232, 979]
- article-paragraph: done during the tenure of the government with a fresh mandate after general elections.: [8, 878, 232, 894]
- article-number: No #7: [238, 418, 286, 433]
- article-paragraph: Friday saw the biggest South Asian street rallies yet in response to the remarks, with police estimating more than 100,000 people mobilised across Bangladesh after midday prayers.: [238, 374, 460, 397]
- article-title: Continued from page 1: [313, 121, 433, 136]
- article-paragraph: The expert said that the veterinary department should arrange training sessions for small farmers from remote areas to help them reduce the impacts of climate change on the dairy sector.: [706, 292, 938, 316]
- article-paragraph: Dr. Abdul Rasheed Khan Chohan, Shakil Kiani Committee Member Arts Council of Pakistan and others also addressed on the occasion.: [466, 977, 690, 992]
- article-paragraph: The ceremony held in Islamabad was a successful culmination of more than a decade-long partnership between the Citi Foundation and PPAF, with an aim to inspire similar initiatives to come forward and support the aspiring micro-entrepreneurs and further strengthen the microfinance industry of Pakistan. - NNI: [706, 1005, 938, 1036]
- article-paragraph: Sharma's remarks have embroiled India in a diplomatic storm, with the governments of nearly 20 countries calling in Indian envoys for an explanation.: [238, 280, 460, 296]
- article-paragraph: The premier said the blasphemous remarks by the far-right Indian politicians hurt the sentiments of over 1 billion Muslims across the world.: [8, 698, 232, 714]
- article-paragraph: She specially commended the efforts of the Citi Foundation and PPAF for strengthening the microfinance sector in Pakistan through these years.: [706, 794, 938, 810]
- article-paragraph: Alluding to the soaring prices of oil in the international market, Miftah said a package of Rs28 billion has been prepared to provide subsidy for the poor segments of society.: [238, 499, 460, 523]
- article-paragraph: "We are at a loss to understand why the FIA could not investigate them," he maintained. The court after hearing detailed arguments reserved its decision.: [8, 1089, 232, 1105]
- article-number: No #5: [8, 1321, 56, 1336]
- article: [466, 230, 690, 414]
- article-body: [466, 117, 690, 226]
- article-paragraph: Like Pakistan, the rest of the Muslim world also condemned India and sought action against the individuals who made such blasphemous comments.: [8, 776, 232, 792]
- article-paragraph: This programme honours extraordinary micro-entrepreneurs across Pakistan who, with their small enterprises, have transformed microcredit loans into life changing opportunities for their families and communities.": [706, 880, 938, 904]
- article-paragraph: Advocate Amjad responded that depositing money did not equate to money laundering.: [8, 1050, 232, 1066]
- article-paragraph: Shujaat Hussain, the chief of the party, seems to be closer to the current coalition government, unlike the other, his cousin, Punjab Assembly Speaker Pervez Elahi, an equally influential leader of the party, is endorsing to rival: [8, 1370, 232, 1394]
- article-title: Continued from page 2: [542, 583, 662, 598]
- article-paragraph: Pakistan is enforcing novel strategies in collaboration with China to promote SEZs as a lucrative possibility for boosting industrialization, trade and investment. - INP: [466, 1196, 690, 1212]
- article-paragraph: Authorities also cut internet services for the weekend in several districts near the eastern megacity of Kolkata, after protesters blocked a railway line and mobbed a police station.: [238, 257, 460, 280]
- article-paragraph: The PTI chairman further added that it seems that the powerful circles have been disturbed by the ongoing political and economic crisis and after the budget, it seems that the government will be sent packing in a month and half. The only way out of the current political turmoil is through general elections, he added. - NNI: [706, 496, 938, 528]
- ad-headline: [706, 1094, 938, 1162]
- article-paragraph: In a nutshell, he said, "We have become extravagant and brand conscious, this mindset need a change to simplicity low cost less spending and more savings.": [706, 693, 938, 708]
- article-paragraph: He also expressed the hope that the number of students and teachers coming from Azad Kashmir for higher education in Turkish institutions indicates that time is not far off when a sustainable educational corridor will be established between the people of the two regions.: [466, 1275, 690, 1306]
- article-paragraph: The judge also issued non-bailable arrest warrants for Suleman Shehbaz, Tahir Naqvi and Malik Maqsood Ahmed with direction to the concerned station house officer (SHO) to implement the warrants and report them in person before the next court date.: [8, 1136, 232, 1159]
- article-body: [8, 1340, 232, 1395]
- article-paragraph: Pakistan can learn from China's Shenzhen Special Economic Zone. Understanding the needed process for the successful implementation of SEZ plans for industrial and trade growth would be beneficial. It can offer sound advice on how to design a governance structure, which can lead to rapid economic development and industrialization besides drawing local foreign investment.: [466, 1157, 690, 1196]
- article: [706, 375, 938, 434]
- article-paragraph: It is pertinent to note that ChildLife Foundation has saved over 4.5 million children in Pakistan by providing them with free of cost quality emergency care and consultation.: [466, 390, 690, 414]
- article-title: Continued from page 1: [84, 859, 204, 874]
- article-paragraph: It was reported in October last year that despite the launch of e-visa facility for Afghan nationals, the troubles of those who want to cross into Pakistan at the Torkham border were far from over.: [8, 597, 232, 620]
- article-paragraph: A major challenge that the finance minister has set for himself is to deliver a primary budget surplus of Rs152 billion, particularly when the provincial governments have announced big development budgets that leave little room for Rs800 billion cash surpluses of four federating units, as budgeted by him.: [238, 858, 460, 889]
- article-header: [466, 997, 690, 1014]
